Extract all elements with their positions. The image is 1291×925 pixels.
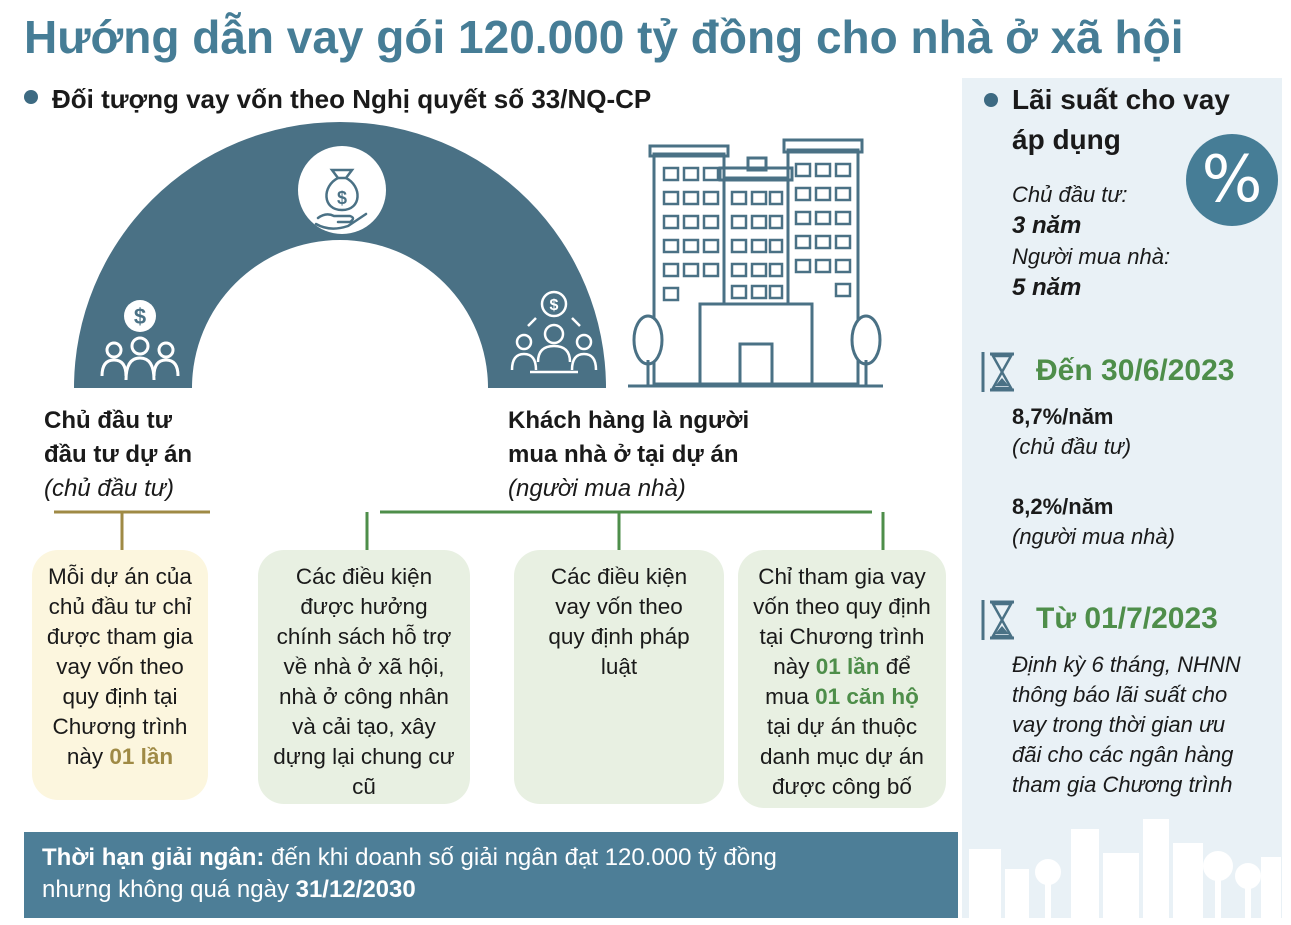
text-span: này [66, 744, 110, 769]
investor-name-line1: Chủ đầu tư [44, 407, 173, 434]
loan-terms [1012, 180, 1212, 304]
text-span: này [773, 654, 816, 679]
sidebar-heading-l1: Lãi suất cho vay [1012, 84, 1230, 115]
buyer-name-line2: mua nhà ở tại dự án [508, 441, 739, 468]
once-highlight: 01 lần [109, 744, 174, 769]
investor-cond-line: quy định tại [62, 684, 178, 709]
buyer-cond3-line: tại Chương trình [759, 624, 925, 649]
buyer-cond3-line: Chỉ tham gia vay [758, 564, 926, 589]
buyer-cond3-line [738, 652, 946, 682]
investor-term: 3 năm [1012, 212, 1082, 239]
interest-rate-sidebar [962, 78, 1282, 918]
period1-date: Đến 30/6/2023 [1036, 354, 1235, 387]
buyer-condition-box-1 [258, 550, 470, 804]
disbursement-label: Thời hạn giải ngân: [42, 844, 265, 871]
period2-line: đãi cho các ngân hàng [1012, 742, 1234, 767]
buyer-term-label: Người mua nhà: [1012, 244, 1171, 269]
buyer-term: 5 năm [1012, 274, 1082, 301]
arch-graphic [60, 118, 620, 390]
buyer-cond3-line: tại dự án thuộc [766, 714, 918, 739]
apartment-buildings-icon [628, 136, 883, 388]
buyer-cond1-line: cũ [352, 774, 376, 799]
text-span: để [879, 654, 911, 679]
buyer-sub: (người mua nhà) [508, 475, 686, 502]
disbursement-line1 [42, 842, 958, 874]
buyer-cond1-line: được hưởng [300, 594, 428, 619]
rate-buyer-note: (người mua nhà) [1012, 524, 1175, 549]
money-bag-hand-icon [298, 146, 386, 234]
disbursement-line2 [42, 874, 958, 906]
percent-icon: % [1186, 134, 1278, 226]
rate-investor-note: (chủ đầu tư) [1012, 434, 1132, 459]
investor-name-line2: đầu tư dự án [44, 441, 193, 468]
buyer-cond1-line: về nhà ở xã hội, [283, 654, 445, 679]
buyer-cond2-line: Các điều kiện [550, 564, 688, 589]
investor-cond-line: được tham gia [46, 624, 194, 649]
section-heading: Đối tượng vay vốn theo Nghị quyết số 33/NQ-CP [52, 84, 652, 114]
hourglass-icon [980, 350, 1020, 394]
investor-condition-box [32, 550, 208, 800]
period2-line: thông báo lãi suất cho [1012, 682, 1228, 707]
period2-text [1012, 650, 1280, 800]
buyer-cond2-line: quy định pháp [548, 624, 690, 649]
investor-heading [44, 404, 244, 506]
period2-line: Định kỳ 6 tháng, NHNN [1012, 652, 1241, 677]
rate-investor: 8,7%/năm [1012, 404, 1114, 429]
once-highlight: 01 lần [815, 654, 880, 679]
buyer-condition-box-2 [514, 550, 724, 804]
period2-line: tham gia Chương trình [1012, 772, 1233, 797]
buyer-cond2-line: vay vốn theo [555, 594, 683, 619]
buyer-cond1-line: Các điều kiện [295, 564, 433, 589]
investor-cond-line: Chương trình [52, 714, 188, 739]
buyer-cond1-line: chính sách hỗ trợ [276, 624, 452, 649]
disbursement-text: nhưng không quá ngày [42, 876, 296, 903]
investor-cond-line: Mỗi dự án của [48, 564, 192, 589]
buyer-cond3-line: vốn theo quy định [753, 594, 931, 619]
buyer-cond1-line: dựng lại chung cư [273, 744, 455, 769]
period1-rates [1012, 402, 1272, 552]
buyer-cond3-line: danh mục dự án [760, 744, 924, 769]
city-skyline-icon [962, 814, 1282, 918]
buyer-cond2-line: luật [600, 654, 638, 679]
buyer-name-line1: Khách hàng là người [508, 407, 750, 434]
investor-sub: (chủ đầu tư) [44, 475, 174, 502]
investor-cond-line: vay vốn theo [56, 654, 184, 679]
buyer-cond1-line: và cải tạo, xây [292, 714, 436, 739]
period2-line: vay trong thời gian ưu [1012, 712, 1226, 737]
disbursement-date: 31/12/2030 [295, 876, 416, 903]
buyer-heading [508, 404, 828, 506]
rate-buyer: 8,2%/năm [1012, 494, 1114, 519]
svg-text:$: $ [549, 297, 559, 314]
buyer-cond1-line: nhà ở công nhân [279, 684, 449, 709]
buyer-cond3-line [738, 682, 946, 712]
disbursement-banner [24, 832, 958, 918]
text-span: mua [765, 684, 816, 709]
svg-text:$: $ [133, 304, 147, 329]
investor-term-label: Chủ đầu tư: [1012, 182, 1128, 207]
period2-date: Từ 01/7/2023 [1036, 602, 1218, 635]
svg-text:$: $ [336, 188, 348, 208]
bullet-dot [984, 93, 998, 107]
connector-lines [0, 500, 960, 552]
sidebar-heading-l2: áp dụng [1012, 124, 1121, 155]
bullet-dot [24, 90, 38, 104]
one-apartment-highlight: 01 căn hộ [815, 684, 919, 709]
investor-cond-line: chủ đầu tư chỉ [48, 594, 192, 619]
page-title: Hướng dẫn vay gói 120.000 tỷ đồng cho nhà ở xã hội [24, 11, 1184, 63]
investor-cond-line [32, 742, 208, 772]
buyer-cond3-line: được công bố [772, 774, 912, 799]
hourglass-icon [980, 598, 1020, 642]
buyer-condition-box-3 [738, 550, 946, 808]
disbursement-text: đến khi doanh số giải ngân đạt 120.000 tỷ đồng [264, 844, 777, 871]
